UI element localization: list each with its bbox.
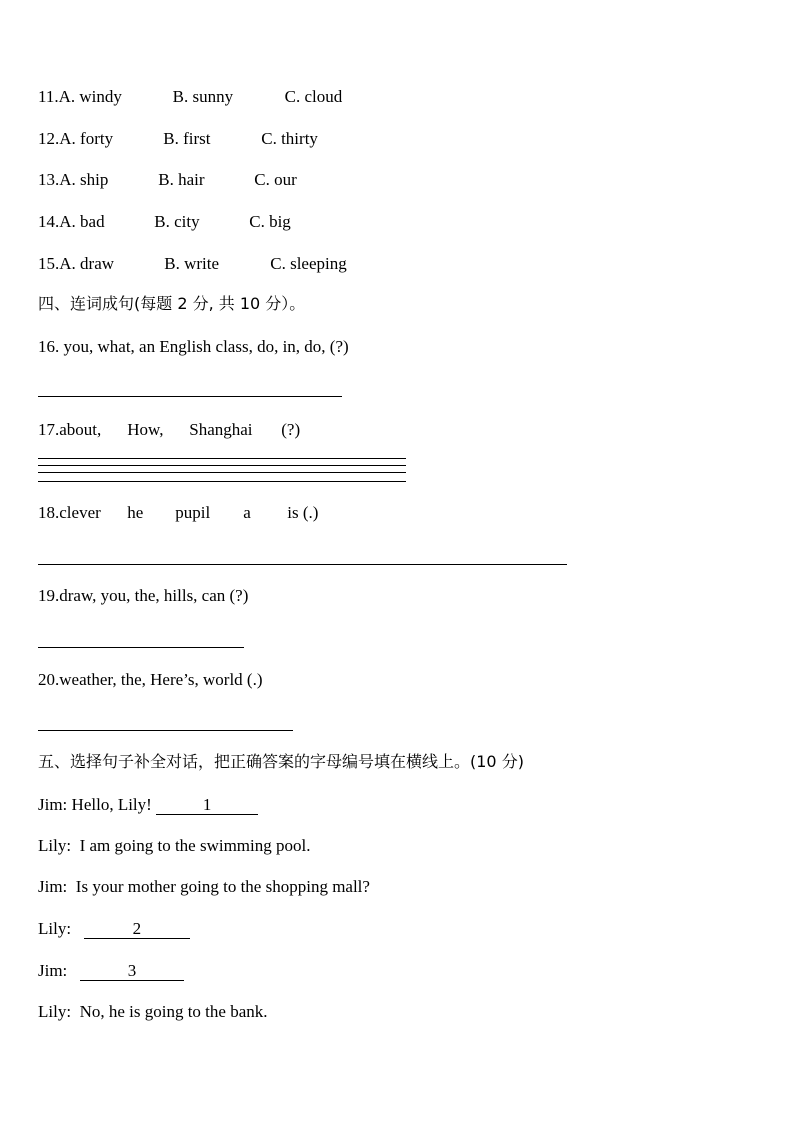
option-c: C. our (254, 170, 297, 189)
option-a: A. draw (59, 254, 115, 273)
dialog-text: Hello, Lily! (71, 795, 152, 814)
question-number: 13. (38, 170, 60, 189)
option-c: C. cloud (284, 87, 343, 106)
question-number: 17. (38, 420, 60, 439)
dialog-text: I am going to the swimming pool. (79, 836, 311, 855)
speaker: Lily: (38, 836, 72, 855)
question-18 (38, 503, 318, 523)
answer-line-17c[interactable] (38, 472, 406, 473)
speaker: Jim: (38, 877, 68, 896)
option-a: A. ship (59, 170, 109, 189)
question-number: 11. (38, 87, 59, 106)
option-a: A. windy (58, 87, 122, 106)
word: a (243, 503, 251, 522)
question-number: 14. (38, 212, 60, 231)
dialog-line-4 (38, 919, 190, 939)
dialog-line-6 (38, 1002, 267, 1022)
answer-line-17a[interactable] (38, 458, 406, 459)
option-c: C. sleeping (270, 254, 347, 273)
blank-2[interactable]: 2 (84, 920, 190, 939)
answer-line-17b[interactable] (38, 465, 406, 466)
question-13 (38, 170, 297, 190)
dialog-line-3 (38, 877, 370, 897)
answer-line-19[interactable] (38, 647, 244, 648)
option-b: B. first (163, 129, 211, 148)
question-17 (38, 420, 300, 440)
word: clever (59, 503, 101, 522)
word: How, (127, 420, 164, 439)
word: about, (59, 420, 102, 439)
answer-line-16[interactable] (38, 396, 342, 397)
question-number: 18. (38, 503, 60, 522)
section-5-heading: 五、选择句子补全对话，把正确答案的字母编号填在横线上。(10 分) (38, 752, 524, 771)
section-4-heading: 四、连词成句(每题 2 分, 共 10 分）。 (38, 294, 306, 313)
dialog-line-5 (38, 961, 184, 981)
option-b: B. hair (158, 170, 205, 189)
question-11 (38, 87, 342, 107)
word: (?) (281, 420, 301, 439)
blank-3[interactable]: 3 (80, 962, 184, 981)
option-b: B. city (154, 212, 200, 231)
question-20: 20.weather, the, Here’s, world (.) (38, 670, 263, 689)
answer-line-17d[interactable] (38, 481, 406, 482)
answer-line-18[interactable] (38, 564, 567, 565)
speaker: Jim: (38, 795, 68, 814)
blank-1[interactable]: 1 (156, 796, 258, 815)
option-b: B. write (164, 254, 220, 273)
word: Shanghai (189, 420, 253, 439)
option-c: C. thirty (261, 129, 318, 148)
question-19: 19.draw, you, the, hills, can (?) (38, 586, 249, 605)
option-b: B. sunny (172, 87, 234, 106)
dialog-text: No, he is going to the bank. (79, 1002, 268, 1021)
speaker: Jim: (38, 961, 68, 980)
question-12 (38, 129, 318, 149)
word: pupil (175, 503, 211, 522)
question-15 (38, 254, 347, 274)
option-c: C. big (249, 212, 291, 231)
word: is (.) (287, 503, 319, 522)
dialog-text: Is your mother going to the shopping mall? (75, 877, 370, 896)
question-14 (38, 212, 291, 232)
option-a: A. bad (59, 212, 105, 231)
speaker: Lily: (38, 919, 72, 938)
dialog-line-1 (38, 795, 258, 815)
dialog-line-2 (38, 836, 310, 856)
question-number: 12. (38, 129, 60, 148)
option-a: A. forty (59, 129, 114, 148)
speaker: Lily: (38, 1002, 72, 1021)
word: he (127, 503, 144, 522)
question-number: 15. (38, 254, 60, 273)
answer-line-20[interactable] (38, 730, 293, 731)
question-16: 16. you, what, an English class, do, in, do, (?) (38, 337, 349, 356)
